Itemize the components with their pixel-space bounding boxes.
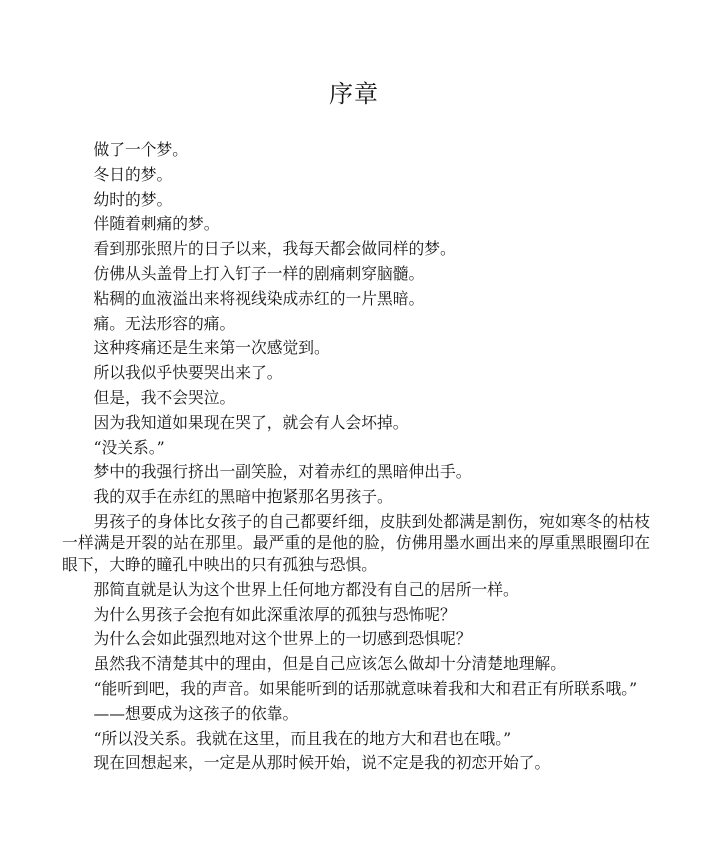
paragraph: 做了一个梦。 bbox=[93, 140, 188, 159]
paragraph: 粘稠的血液溢出来将视线染成赤红的一片黑暗。 bbox=[93, 288, 425, 308]
paragraph: 那简直就是认为这个世界上任何地方都没有自己的居所一样。 bbox=[93, 579, 519, 599]
paragraph: 这种疼痛还是生来第一次感觉到。 bbox=[93, 338, 330, 358]
paragraph: 我的双手在赤红的黑暗中抱紧那名男孩子。 bbox=[93, 487, 393, 507]
paragraph: 为什么会如此强烈地对这个世界上的一切感到恐惧呢？ bbox=[93, 629, 472, 649]
paragraph: “没关系。” bbox=[93, 437, 165, 457]
paragraph: “能听到吧，我的声音。如果能听到的话那就意味着我和大和君正有所联系哦。” bbox=[93, 678, 638, 698]
paragraph: 男孩子的身体比女孩子的自己都要纤细，皮肤到处都满是割伤，宛如寒冬的枯枝一样满是开裂的站在那里。最严重的是他的脸，仿佛用墨水画出来的厚重黑眼圈印在眼下，大睁的瞳孔中映出的只有孤独与恐惧。 bbox=[62, 511, 650, 574]
paragraph: 看到那张照片的日子以来，我每天都会做同样的梦。 bbox=[93, 239, 456, 259]
paragraph: 虽然我不清楚其中的理由，但是自己应该怎么做却十分清楚地理解。 bbox=[93, 654, 566, 674]
paragraph: 所以我似乎快要哭出来了。 bbox=[93, 363, 283, 383]
paragraph: ——想要成为这孩子的依靠。 bbox=[93, 703, 299, 723]
paragraph: 冬日的梦。 bbox=[93, 164, 173, 184]
paragraph: 痛。无法形容的痛。 bbox=[93, 313, 236, 333]
paragraph: “所以没关系。我就在这里，而且我在的地方大和君也在哦。” bbox=[93, 728, 512, 748]
paragraph: 但是，我不会哭泣。 bbox=[93, 387, 236, 407]
paragraph: 伴随着刺痛的梦。 bbox=[93, 214, 220, 234]
paragraph: 幼时的梦。 bbox=[93, 189, 173, 209]
paragraph: 现在回想起来，一定是从那时候开始，说不定是我的初恋开始了。 bbox=[93, 753, 551, 773]
paragraph: 梦中的我强行挤出一副笑脸，对着赤红的黑暗伸出手。 bbox=[93, 462, 472, 482]
paragraph: 为什么男孩子会抱有如此深重浓厚的孤独与恐怖呢？ bbox=[93, 604, 456, 624]
chapter-body bbox=[62, 139, 650, 777]
paragraph: 仿佛从头盖骨上打入钉子一样的剧痛刺穿脑髓。 bbox=[93, 263, 425, 283]
chapter-title: 序章 bbox=[329, 80, 379, 108]
paragraph: 因为我知道如果现在哭了，就会有人会坏掉。 bbox=[93, 412, 409, 432]
